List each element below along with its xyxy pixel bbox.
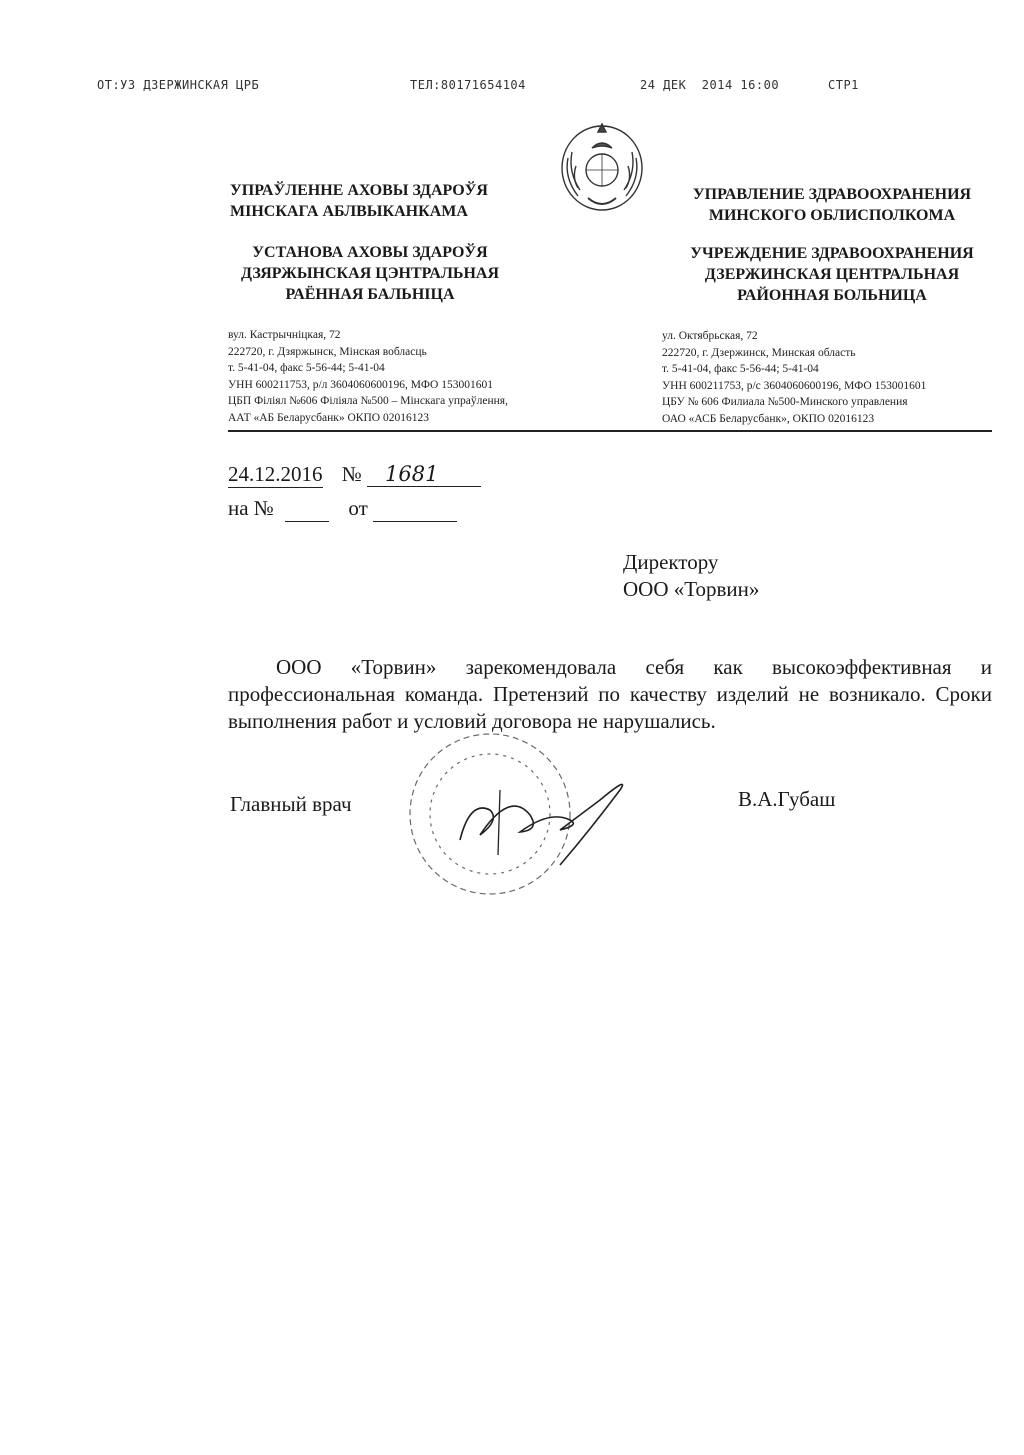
reply-number-label: на № [228,496,274,520]
registration-date: 24.12.2016 [228,462,323,486]
left-org-line3: РАЁННАЯ БАЛЬНІЦА [285,286,455,303]
right-address-line: т. 5-41-04, факс 5-56-44; 5-41-04 [662,363,819,375]
addressee-position: Директору [623,550,719,574]
left-address-line: т. 5-41-04, факс 5-56-44; 5-41-04 [228,362,385,374]
reply-number-blank [285,496,329,522]
fax-phone: ТЕЛ:80171654104 [410,78,526,92]
right-address-block [662,328,926,427]
body-paragraph: ООО «Торвин» зарекомендовала себя как высокоэффективная и профессиональная команда. Претензий по качеству изделий не возникало. Сроки выполнения работ и условий договора не нарушались. [228,655,992,733]
addressee-company: ООО «Торвин» [623,577,760,601]
right-ministry-line2: МИНСКОГО ОБЛИСПОЛКОМА [708,207,956,224]
letter-body [228,654,992,735]
registration-line [228,462,481,488]
right-org-line3: РАЙОННАЯ БОЛЬНИЦА [737,287,927,304]
handwritten-signature-icon [440,770,650,870]
reply-reference-line [228,496,457,522]
left-address-block [228,327,508,426]
reply-from-label: от [348,496,368,520]
fax-page: СТР1 [828,78,859,92]
right-address-line: ОАО «АСБ Беларусбанк», ОКПО 02016123 [662,412,875,425]
left-ministry-line2: МІНСКАГА АБЛВЫКАНКАМА [230,203,468,220]
registration-number: 1681 [367,462,481,487]
right-org-line2: ДЗЕРЖИНСКАЯ ЦЕНТРАЛЬНАЯ [704,266,960,283]
right-address-line: УНН 600211753, р/с 3604060600196, МФО 153001601 [662,379,927,392]
registration-number-label: № [341,462,362,486]
left-ministry-line1: УПРАЎЛЕННЕ АХОВЫ ЗДАРОЎЯ [230,182,488,199]
left-org-line1: УСТАНОВА АХОВЫ ЗДАРОЎЯ [252,244,488,261]
reply-date-blank [373,496,457,522]
right-address-line: ЦБУ № 606 Филиала №500-Минского управления [662,396,908,408]
right-ministry-line1: УПРАВЛЕНИЕ ЗДРАВООХРАНЕНИЯ [692,186,972,203]
fax-datetime: 24 ДЕК 2014 16:00 [640,78,780,92]
coat-of-arms-icon [558,118,646,214]
signer-position: Главный врач [230,792,352,816]
right-address-line: 222720, г. Дзержинск, Минская область [662,346,856,359]
letterhead-divider [228,430,992,432]
left-address-line: ААТ «АБ Беларусбанк» ОКПО 02016123 [228,411,429,424]
left-address-line: 222720, г. Дзяржынск, Мінская вобласць [228,345,427,358]
left-org-line2: ДЗЯРЖЫНСКАЯ ЦЭНТРАЛЬНАЯ [241,265,499,282]
fax-sender: ОТ:УЗ ДЗЕРЖИНСКАЯ ЦРБ [97,78,260,92]
signer-name: В.А.Губаш [738,787,836,811]
right-org-line1: УЧРЕЖДЕНИЕ ЗДРАВООХРАНЕНИЯ [690,245,974,262]
left-address-line: УНН 600211753, р/л 3604060600196, МФО 153001601 [228,378,493,391]
right-address-line: ул. Октябрьская, 72 [662,330,758,342]
left-address-line: ЦБП Філіял №606 Філіяла №500 – Мінскага упраўлення, [228,395,508,407]
left-address-line: вул. Кастрычніцкая, 72 [228,329,341,341]
